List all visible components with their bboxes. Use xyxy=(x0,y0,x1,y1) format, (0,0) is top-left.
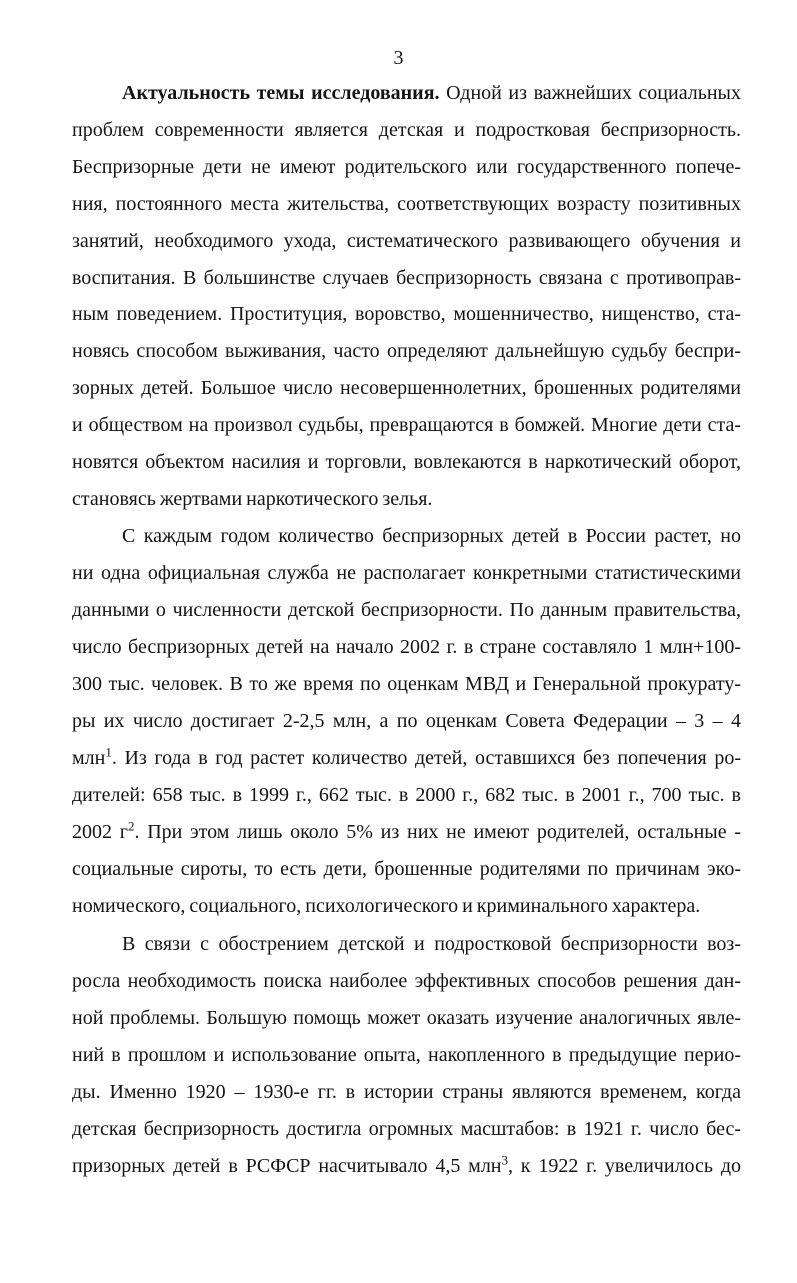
paragraph-3-line-1: В связи с обострением детской и подростковой беспризорности воз- xyxy=(122,933,741,955)
paragraph-2-line: ры их число достигает 2-2,5 млн, а по оценкам Совета Федерации – 3 – 4 xyxy=(72,710,741,732)
paragraph-2-line: дителей: 658 тыс. в 1999 г., 662 тыс. в 2000 г., 682 тыс. в 2001 г., 700 тыс. в xyxy=(72,784,741,806)
paragraph-1-line: проблем современности является детская и подростковая беспризорность. xyxy=(72,119,741,141)
paragraph-2-line-1: С каждым годом количество беспризорных детей в России растет, но xyxy=(122,525,741,547)
paragraph-2-line: число беспризорных детей на начало 2002 г. в стране составляло 1 млн+100- xyxy=(72,636,741,658)
paragraph-3-line: ды. Именно 1920 – 1930-е гг. в истории страны являются временем, когда xyxy=(72,1081,741,1103)
paragraph-1-line: новятся объектом насилия и торговли, вовлекаются в наркотический оборот, xyxy=(72,451,741,473)
page-number: 3 xyxy=(393,47,404,69)
paragraph-1-line: Беспризорные дети не имеют родительского или государственного попече- xyxy=(72,156,741,178)
footnote-ref-3: 3 xyxy=(501,1152,508,1168)
line-text: , к 1922 г. увеличилось до xyxy=(508,1155,741,1177)
paragraph-3-line: росла необходимость поиска наиболее эффективных способов решения дан- xyxy=(72,970,741,992)
section-heading: Актуальность темы исследования. xyxy=(122,82,440,104)
paragraph-3-line xyxy=(72,1152,741,1180)
paragraph-1-line: ным поведением. Проституция, воровство, мошенничество, нищенство, ста- xyxy=(72,303,741,325)
paragraph-1-line: становясь жертвами наркотического зелья. xyxy=(72,488,433,510)
line-text: . При этом лишь около 5% из них не имеют родителей, остальные - xyxy=(134,821,742,843)
paragraph-3-line: детская беспризорность достигла огромных масштабов: в 1921 г. число бес- xyxy=(72,1118,741,1140)
paragraph-2-line: социальные сироты, то есть дети, брошенные родителями по причинам эко- xyxy=(72,858,741,880)
paragraph-2-line xyxy=(72,818,741,846)
paragraph-1-line-1 xyxy=(122,79,741,107)
paragraph-2-line: 300 тыс. человек. В то же время по оценкам МВД и Генеральной прокурату- xyxy=(72,673,741,695)
paragraph-2-line xyxy=(72,744,741,772)
line-text: млн xyxy=(72,747,106,769)
line-text: призорных детей в РСФСР насчитывало 4,5 млн xyxy=(72,1155,502,1177)
paragraph-2-line: номического, социального, психологического и криминального характера. xyxy=(72,895,701,917)
footnote-ref-1: 1 xyxy=(105,744,112,760)
paragraph-1-line: новясь способом выживания, часто определяют дальнейшую судьбу беспри- xyxy=(72,340,741,362)
line-text: . Из года в год растет количество детей, оставшихся без попечения ро- xyxy=(111,747,741,769)
paragraph-2-line: данными о численности детской беспризорности. По данным правительства, xyxy=(72,599,741,621)
paragraph-1-line: зорных детей. Большое число несовершеннолетних, брошенных родителями xyxy=(72,377,741,399)
footnote-ref-2: 2 xyxy=(127,818,135,834)
paragraph-1-line: ния, постоянного места жительства, соответствующих возрасту позитивных xyxy=(72,193,741,215)
paragraph-3-line: ной проблемы. Большую помощь может оказать изучение аналогичных явле- xyxy=(72,1007,741,1029)
paragraph-1-line: и обществом на произвол судьбы, превращаются в бомжей. Многие дети ста- xyxy=(72,414,741,436)
paragraph-2-line: ни одна официальная служба не располагает конкретными статистическими xyxy=(72,562,741,584)
paragraph-3-line: ний в прошлом и использование опыта, накопленного в предыдущие перио- xyxy=(72,1044,741,1066)
paragraph-1-line: воспитания. В большинстве случаев беспризорность связана с противоправ- xyxy=(72,267,741,289)
paragraph-1-line: занятий, необходимого ухода, систематического развивающего обучения и xyxy=(72,230,741,252)
line-text: Одной из важнейших социальных xyxy=(439,82,741,104)
line-text: 2002 г xyxy=(72,821,128,843)
